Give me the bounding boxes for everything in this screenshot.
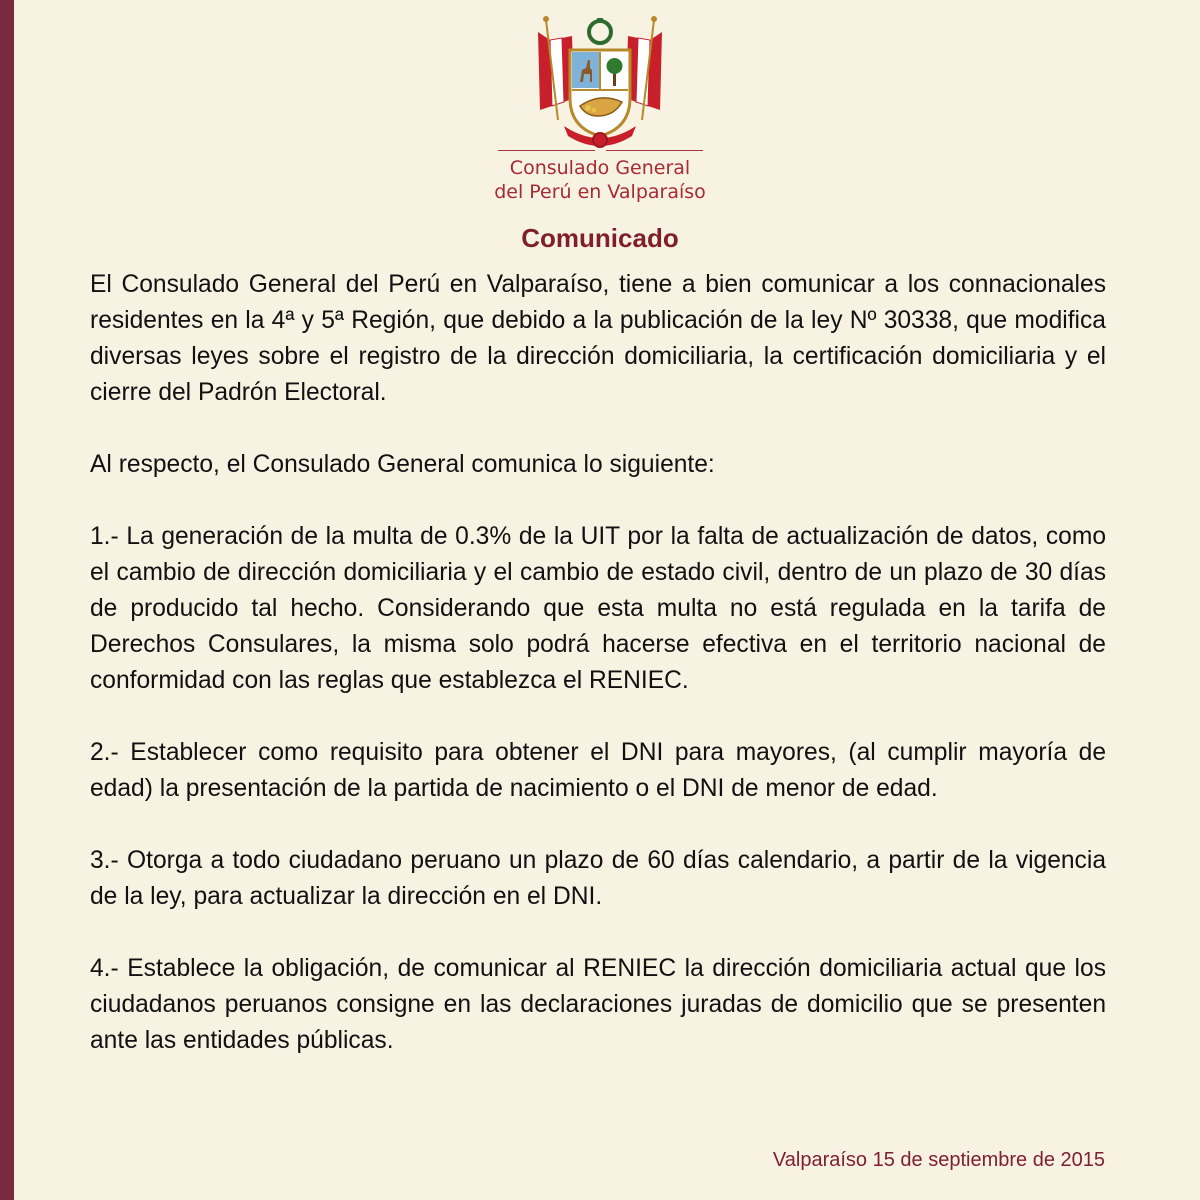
peru-coat-of-arms-icon [528,10,672,150]
point-3-paragraph: 3.- Otorga a todo ciudadano peruano un plazo de 60 días calendario, a partir de la vigencia de la ley, para actualizar la dirección en el DNI. [90,847,1106,910]
header-rule-right [606,150,703,151]
date-line: Valparaíso 15 de septiembre de 2015 [772,1149,1105,1171]
point-4-paragraph: 4.- Establece la obligación, de comunicar al RENIEC la dirección domiciliaria actual que los ciudadanos peruanos consigne en las declaraciones juradas de domicilio que se presenten ante las entidades públicas. [90,955,1106,1054]
respect-paragraph: Al respecto, el Consulado General comunica lo siguiente: [90,451,715,478]
point-1-paragraph: 1.- La generación de la multa de 0.3% de la UIT por la falta de actualización de datos, como el cambio de dirección domiciliaria y el cambio de estado civil, dentro de un plazo de 30 días de producido tal hecho. Considerando que esta multa no está regulada en la tarifa de Derechos Consulares, la misma solo podrá hacerse efectiva en el territorio nacional de conformidad con las reglas que establezca el RENIEC. [90,523,1106,694]
header-rule-left [498,150,595,151]
point-2-paragraph: 2.- Establecer como requisito para obtener el DNI para mayores, (al cumplir mayoría de edad) la presentación de la partida de nacimiento o el DNI de menor de edad. [90,739,1106,802]
intro-paragraph: El Consulado General del Perú en Valparaíso, tiene a bien comunicar a los connacionales residentes en la 4ª y 5ª Región, que debido a la publicación de la ley Nº 30338, que modifica diversas leyes sobre el registro de la dirección domiciliaria, la certificación domiciliaria y el cierre del Padrón Electoral. [90,271,1106,406]
wreath [589,18,611,43]
page-title: Comunicado [521,223,679,253]
consulate-name-line-1: Consulado General [509,157,691,179]
consulate-name-line-2: del Perú en Valparaíso [494,181,706,203]
left-side-bar [0,0,14,1200]
shield [570,50,630,136]
communique-body [90,267,1106,1095]
